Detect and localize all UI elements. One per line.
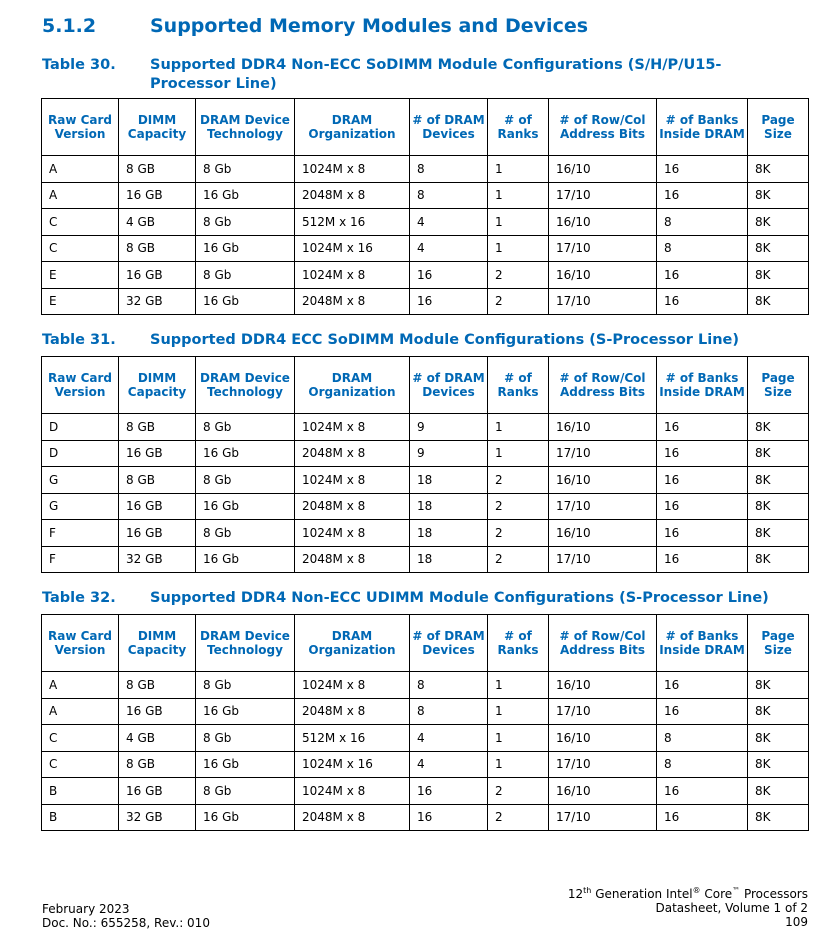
table-cell: 8 GB [119,672,196,699]
table-cell: 2 [488,288,549,315]
table-cell: 8 Gb [196,262,295,289]
table-cell: 16 [657,778,748,805]
table-cell: 4 GB [119,725,196,752]
table-cell: 2 [488,262,549,289]
table-header-row [42,357,809,414]
memory-config-table [41,98,809,315]
table-cell: 8 [657,751,748,778]
table-header-row [42,99,809,156]
table-cell: 17/10 [549,440,657,467]
table-cell: 17/10 [549,751,657,778]
table-cell: 16 [410,288,488,315]
table-header-row [42,615,809,672]
table-cell: 8K [748,262,809,289]
table-cell: E [42,262,119,289]
table-cell: 16 [657,698,748,725]
table-cell: 8K [748,156,809,183]
table-cell: 1 [488,672,549,699]
table-row [42,288,809,315]
column-header: # of DRAM Devices [410,99,488,156]
column-header: # of Banks Inside DRAM [657,99,748,156]
table-cell: 8K [748,414,809,441]
column-header: DIMM Capacity [119,99,196,156]
column-header: Page Size [748,357,809,414]
column-header: DRAM Organization [295,357,410,414]
table-cell: 1024M x 16 [295,235,410,262]
table-cell: E [42,288,119,315]
table-title: Supported DDR4 Non-ECC SoDIMM Module Configurations (S/H/P/U15-Processor Line) [150,57,722,92]
table-cell: 1 [488,698,549,725]
table-cell: 18 [410,546,488,573]
table-cell: 1024M x 8 [295,467,410,494]
table-cell: 16/10 [549,778,657,805]
table-cell: 16 Gb [196,493,295,520]
table-cell: 16 [657,414,748,441]
table-cell: 16 [657,262,748,289]
table-cell: 8K [748,288,809,315]
column-header: # of Ranks [488,99,549,156]
table-row [42,467,809,494]
table-cell: 16 [657,182,748,209]
table-row [42,546,809,573]
table-cell: 16 [410,804,488,831]
table-cell: 8K [748,520,809,547]
table-cell: 16 [657,520,748,547]
table-cell: 8 [410,156,488,183]
table-cell: 1024M x 8 [295,414,410,441]
table-cell: 2 [488,493,549,520]
table-cell: 16/10 [549,725,657,752]
table-cell: 2048M x 8 [295,546,410,573]
table-cell: 8 Gb [196,520,295,547]
table-cell: 8 [410,698,488,725]
table-row [42,751,809,778]
table-number: Table 32. [42,590,116,606]
table-cell: 16 Gb [196,440,295,467]
table-cell: 8K [748,672,809,699]
column-header: # of Row/Col Address Bits [549,615,657,672]
table-cell: 1 [488,414,549,441]
table-cell: 16/10 [549,414,657,441]
table-cell: 9 [410,414,488,441]
table-cell: 16 GB [119,440,196,467]
footer-volume: Datasheet, Volume 1 of 2 [655,901,808,915]
table-row [42,672,809,699]
column-header: DRAM Device Technology [196,357,295,414]
table-cell: 4 GB [119,209,196,236]
table-cell: 8K [748,467,809,494]
column-header: Page Size [748,99,809,156]
column-header: Raw Card Version [42,357,119,414]
table-cell: 2048M x 8 [295,698,410,725]
table-cell: 16 GB [119,778,196,805]
table-cell: 16 [410,262,488,289]
table-cell: 8 Gb [196,467,295,494]
table-cell: 2048M x 8 [295,288,410,315]
table-number: Table 31. [42,332,116,348]
column-header: Page Size [748,615,809,672]
table-cell: 2 [488,546,549,573]
table-cell: 32 GB [119,804,196,831]
table-cell: 8 GB [119,751,196,778]
table-cell: 16 Gb [196,235,295,262]
table-cell: 8 GB [119,235,196,262]
table-cell: 8 GB [119,156,196,183]
table-row [42,725,809,752]
table-cell: 16 [657,440,748,467]
table-cell: 8K [748,751,809,778]
table-cell: 8 Gb [196,725,295,752]
table-number: Table 30. [42,57,116,73]
table-cell: 17/10 [549,804,657,831]
table-cell: 2048M x 8 [295,804,410,831]
table-cell: C [42,235,119,262]
table-cell: 8K [748,209,809,236]
table-cell: 1 [488,156,549,183]
table-cell: 8 [410,182,488,209]
table-cell: 16 GB [119,182,196,209]
column-header: DRAM Organization [295,99,410,156]
table-cell: 4 [410,725,488,752]
table-cell: 17/10 [549,546,657,573]
column-header: # of Row/Col Address Bits [549,357,657,414]
table-row [42,262,809,289]
table-row [42,778,809,805]
table-cell: B [42,804,119,831]
table-cell: 17/10 [549,698,657,725]
section-heading [42,15,588,37]
table-cell: 1024M x 16 [295,751,410,778]
table-row [42,235,809,262]
table-cell: 512M x 16 [295,725,410,752]
table-cell: 18 [410,493,488,520]
footer-product: 12th Generation Intel® Core™ Processors [567,886,808,901]
column-header: Raw Card Version [42,99,119,156]
table-cell: 16 Gb [196,182,295,209]
table-cell: 8 [657,235,748,262]
table-row [42,414,809,441]
table-cell: B [42,778,119,805]
table-cell: C [42,725,119,752]
table-cell: 4 [410,209,488,236]
table-cell: 1 [488,235,549,262]
table-cell: 2048M x 8 [295,440,410,467]
table-cell: 8 GB [119,414,196,441]
table-cell: 9 [410,440,488,467]
table-row [42,209,809,236]
table-cell: A [42,156,119,183]
table-cell: 2 [488,804,549,831]
footer-doc-number: Doc. No.: 655258, Rev.: 010 [42,916,210,930]
table-cell: 1024M x 8 [295,262,410,289]
table-cell: 2048M x 8 [295,182,410,209]
column-header: DRAM Organization [295,615,410,672]
table-cell: A [42,698,119,725]
table-cell: 16 GB [119,262,196,289]
column-header: # of Banks Inside DRAM [657,357,748,414]
column-header: Raw Card Version [42,615,119,672]
table-cell: 16/10 [549,520,657,547]
table-cell: 1024M x 8 [295,672,410,699]
table-cell: C [42,751,119,778]
table-cell: 16 [657,804,748,831]
column-header: # of Banks Inside DRAM [657,615,748,672]
column-header: # of Row/Col Address Bits [549,99,657,156]
table-cell: 16/10 [549,672,657,699]
table-cell: 8 Gb [196,414,295,441]
table-row [42,182,809,209]
table-cell: 2048M x 8 [295,493,410,520]
table-cell: 8 Gb [196,156,295,183]
section-number: 5.1.2 [42,15,97,37]
table-cell: 16 [657,156,748,183]
table-title: Supported DDR4 Non-ECC UDIMM Module Configurations (S-Processor Line) [150,590,769,606]
table-cell: 16 Gb [196,751,295,778]
table-cell: 32 GB [119,546,196,573]
table-cell: 16/10 [549,467,657,494]
table-row [42,804,809,831]
table-row [42,493,809,520]
table-cell: 8 Gb [196,209,295,236]
table-cell: 16 Gb [196,288,295,315]
table-cell: 8 Gb [196,672,295,699]
column-header: DIMM Capacity [119,357,196,414]
table-cell: 2 [488,778,549,805]
table-cell: 8K [748,546,809,573]
column-header: DIMM Capacity [119,615,196,672]
table-cell: 8K [748,804,809,831]
table-cell: G [42,493,119,520]
column-header: DRAM Device Technology [196,99,295,156]
table-cell: 8K [748,725,809,752]
table-cell: 4 [410,235,488,262]
table-cell: 512M x 16 [295,209,410,236]
column-header: # of DRAM Devices [410,357,488,414]
table-cell: 16/10 [549,156,657,183]
footer-page-number: 109 [785,915,808,929]
table-cell: 1 [488,725,549,752]
table-cell: 17/10 [549,493,657,520]
column-header: # of DRAM Devices [410,615,488,672]
table-cell: 4 [410,751,488,778]
table-cell: 8K [748,778,809,805]
memory-config-table [41,614,809,831]
table-cell: 16 Gb [196,804,295,831]
column-header: # of Ranks [488,615,549,672]
table-cell: F [42,546,119,573]
table-cell: 8K [748,182,809,209]
footer-date: February 2023 [42,902,130,916]
column-header: DRAM Device Technology [196,615,295,672]
table-title: Supported DDR4 ECC SoDIMM Module Configurations (S-Processor Line) [150,332,739,348]
table-cell: 2 [488,467,549,494]
table-cell: 16 Gb [196,698,295,725]
table-cell: 16/10 [549,209,657,236]
table-cell: 18 [410,520,488,547]
table-cell: 16 Gb [196,546,295,573]
table-row [42,156,809,183]
table-cell: 17/10 [549,288,657,315]
table-cell: 8K [748,698,809,725]
table-cell: 8K [748,440,809,467]
table-cell: 16 [657,493,748,520]
table-cell: 8 [657,725,748,752]
table-cell: 16 GB [119,520,196,547]
section-title: Supported Memory Modules and Devices [150,15,589,37]
table-cell: 8K [748,493,809,520]
table-cell: 16 [657,546,748,573]
table-cell: A [42,182,119,209]
table-cell: 8 GB [119,467,196,494]
table-cell: 8K [748,235,809,262]
table-row [42,698,809,725]
table-cell: 1 [488,440,549,467]
table-cell: D [42,414,119,441]
table-cell: 1 [488,182,549,209]
table-cell: 32 GB [119,288,196,315]
table-cell: 1 [488,751,549,778]
table-cell: 8 Gb [196,778,295,805]
column-header: # of Ranks [488,357,549,414]
table-cell: D [42,440,119,467]
table-cell: 8 [410,672,488,699]
table-cell: C [42,209,119,236]
table-cell: 17/10 [549,235,657,262]
table-cell: 16/10 [549,262,657,289]
footer-right [568,887,808,929]
table-cell: 16 [657,672,748,699]
table-cell: 1024M x 8 [295,778,410,805]
table-row [42,520,809,547]
table-cell: 1024M x 8 [295,156,410,183]
table-cell: 16 GB [119,698,196,725]
table-cell: 16 [657,467,748,494]
footer-left [42,902,210,930]
table-cell: F [42,520,119,547]
table-cell: 8 [657,209,748,236]
table-cell: 2 [488,520,549,547]
table-cell: 1024M x 8 [295,520,410,547]
memory-config-table [41,356,809,573]
table-cell: A [42,672,119,699]
table-row [42,440,809,467]
table-cell: 1 [488,209,549,236]
table-cell: G [42,467,119,494]
table-cell: 16 [410,778,488,805]
table-cell: 16 [657,288,748,315]
table-cell: 17/10 [549,182,657,209]
table-cell: 18 [410,467,488,494]
table-cell: 16 GB [119,493,196,520]
